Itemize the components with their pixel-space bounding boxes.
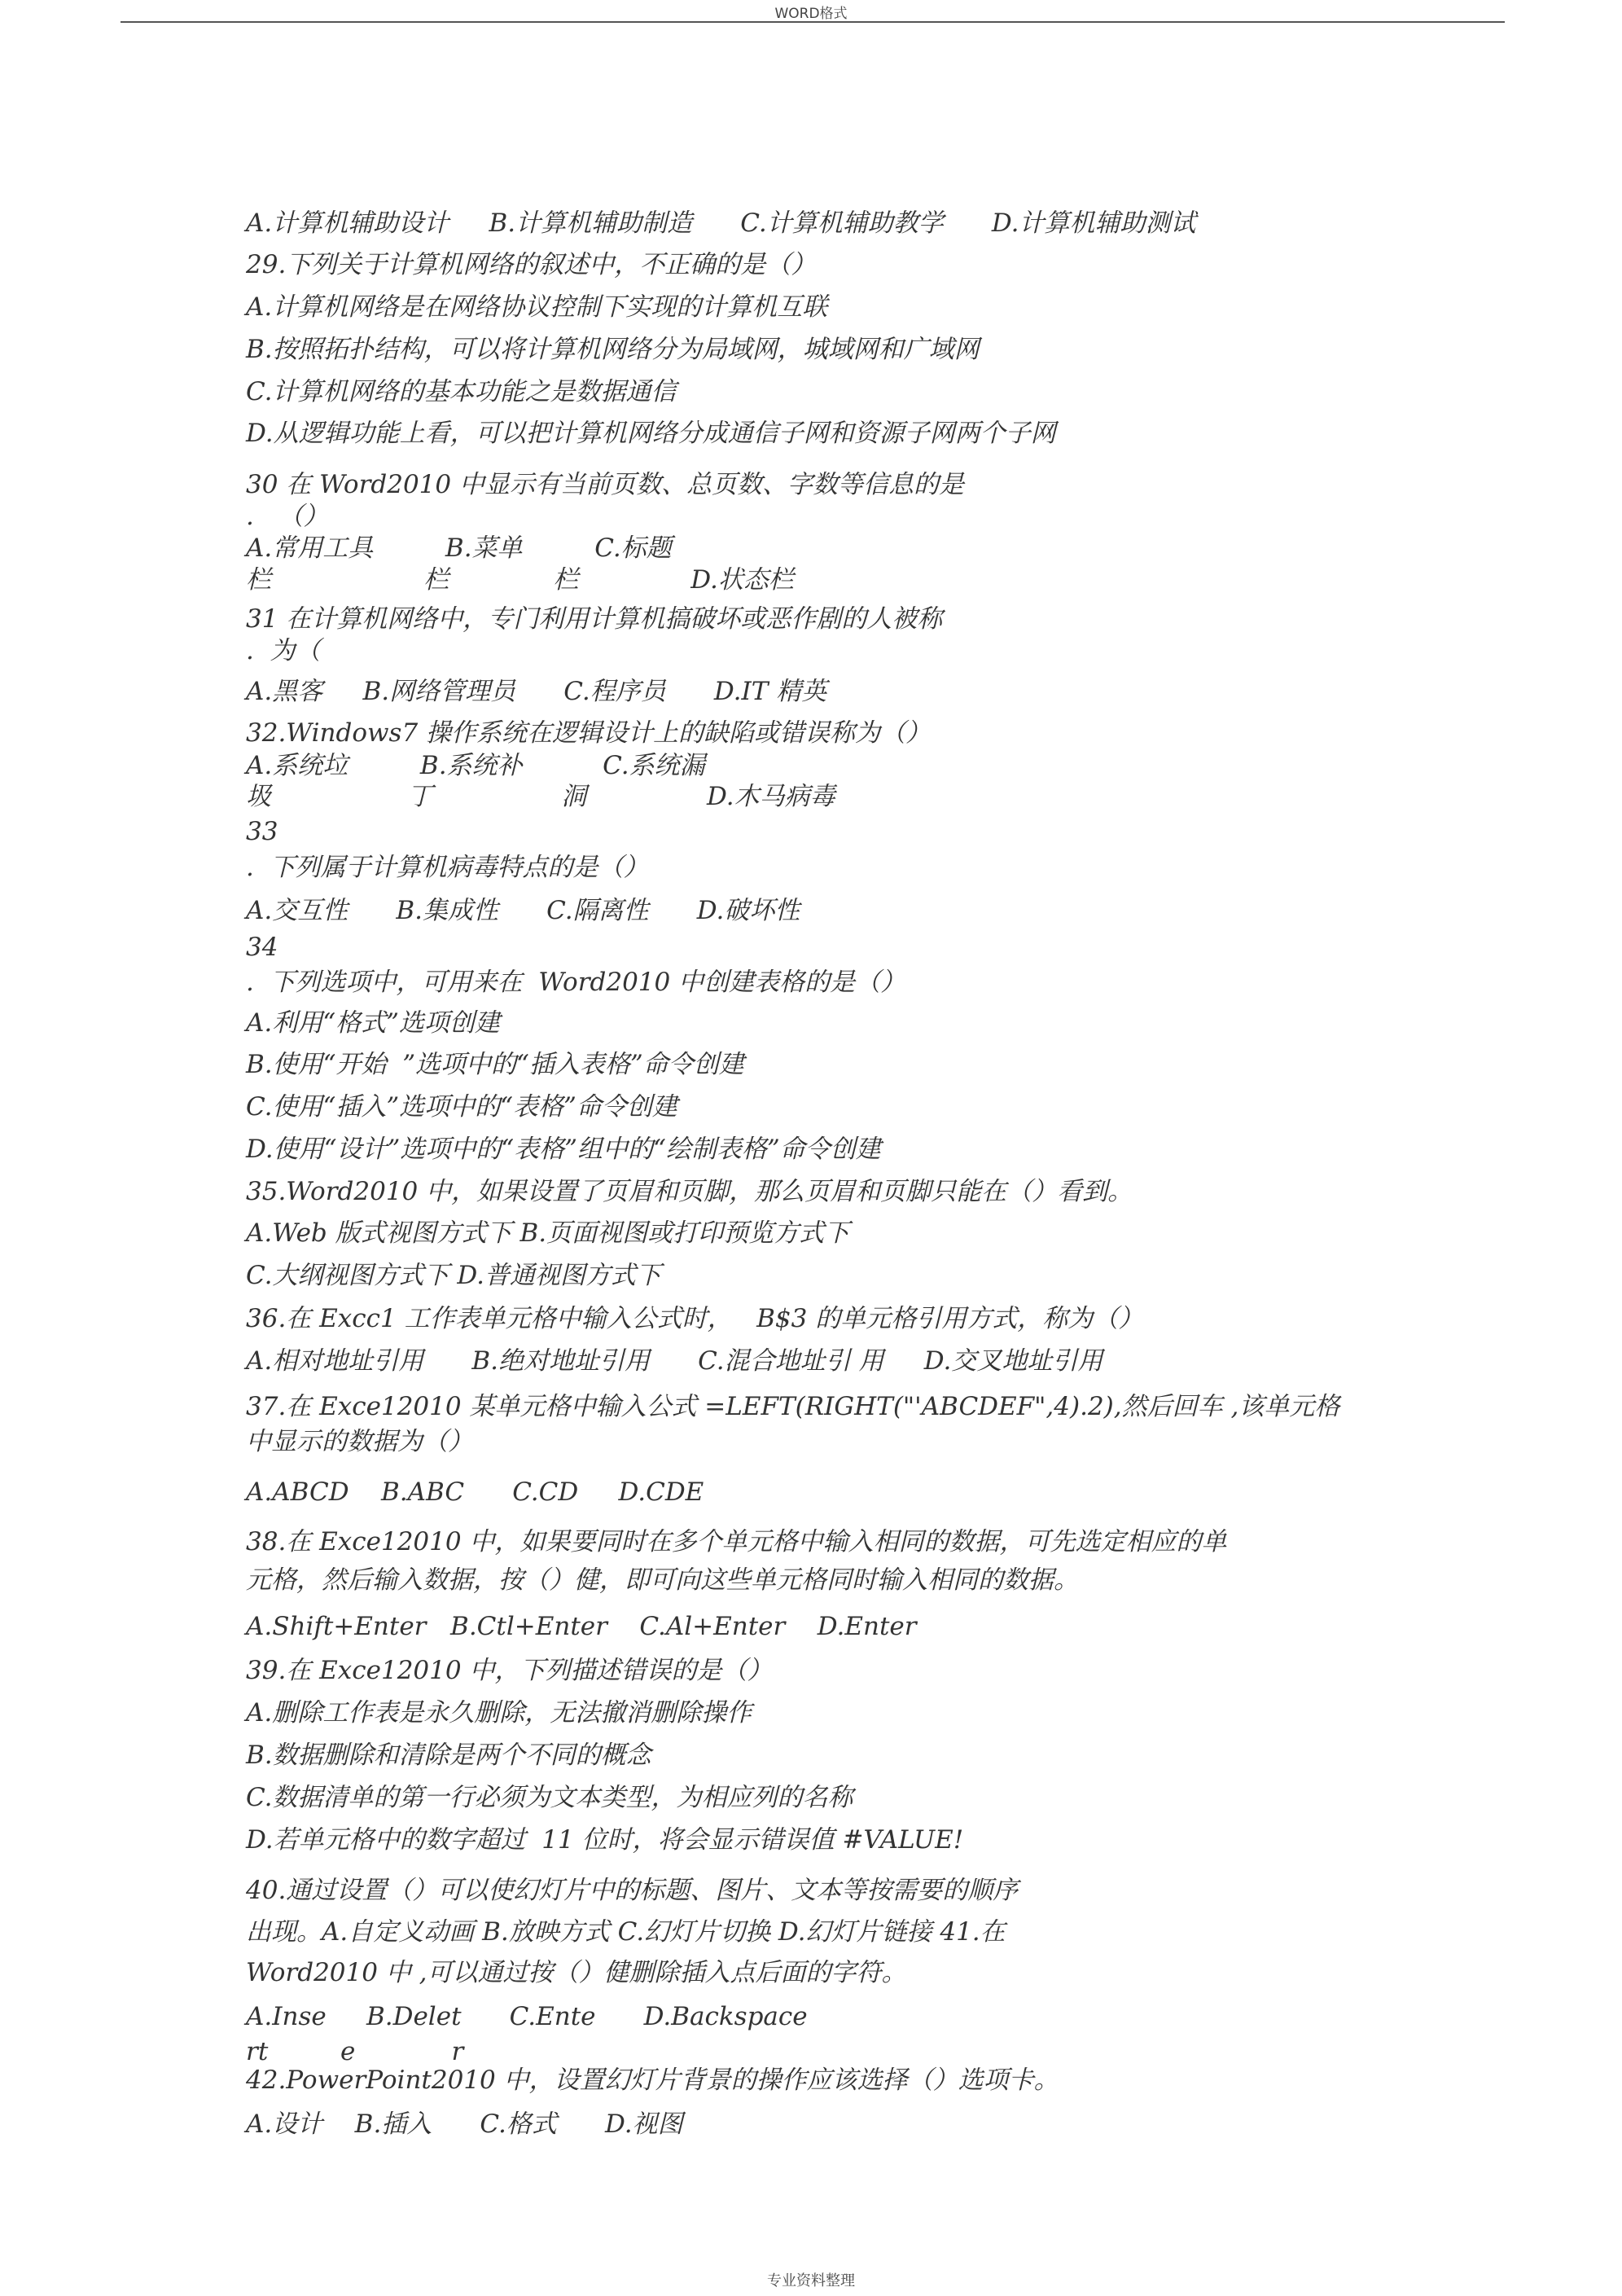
q39-option-c: C.数据清单的第一行必须为文本类型，为相应列的名称 [246, 1783, 853, 1812]
q32-options-row2: 圾 丁 洞 D.木马病毒 [246, 782, 835, 811]
q34-option-b: B.使用“开始 ”选项中的“插入表格”命令创建 [246, 1050, 744, 1079]
q34-option-d: D.使用“设计”选项中的“表格”组中的“绘制表格”命令创建 [246, 1135, 881, 1164]
q39-option-a: A.删除工作表是永久删除，无法撤消删除操作 [246, 1698, 752, 1727]
q35-options-ab: A.Web 版式视图方式下 B.页面视图或打印预览方式下 [246, 1218, 850, 1248]
q29-option-a: A.计算机网络是在网络协议控制下实现的计算机互联 [246, 292, 828, 322]
q42-options: A.设计 B.插入 C.格式 D.视图 [246, 2109, 683, 2139]
page-footer: 专业资料整理 [767, 2272, 855, 2289]
q29-option-c: C.计算机网络的基本功能之是数据通信 [246, 377, 677, 406]
q31-question-cont: . 为（ [246, 636, 321, 665]
q38-options: A.Shift+Enter B.Ctl+Enter C.Al+Enter D.Enter [246, 1612, 917, 1641]
q34-number: 34 [246, 933, 278, 962]
q28-options: A.计算机辅助设计 B.计算机辅助制造 C.计算机辅助教学 D.计算机辅助测试 [246, 209, 1196, 238]
page-header-title: WORD格式 [774, 6, 848, 22]
q40-options-q41-start: 出现。A.自定义动画 B.放映方式 C.幻灯片切换 D.幻灯片链接 41.在 [246, 1917, 1006, 1947]
q32-question: 32.Windows7 操作系统在逻辑设计上的缺陷或错误称为（） [246, 718, 932, 748]
q34-question: . 下列选项中，可用来在 Word2010 中创建表格的是（） [246, 968, 906, 997]
q30-question: 30 在 Word2010 中显示有当前页数、总页数、字数等信息的是 [246, 470, 964, 499]
q29-option-d: D.从逻辑功能上看，可以把计算机网络分成通信子网和资源子网两个子网 [246, 419, 1056, 448]
q30-options-row2: 栏 栏 栏 D.状态栏 [246, 565, 794, 595]
q39-option-d: D.若单元格中的数字超过 11 位时，将会显示错误值 #VALUE! [246, 1825, 964, 1855]
q37-options: A.ABCD B.ABC C.CD D.CDE [246, 1477, 704, 1507]
q37-question: 37.在 Exce12010 某单元格中输入公式 =LEFT(RIGHT("'ABCDEF",4).2),然后回车 ,该单元格 [246, 1392, 1340, 1421]
q35-options-cd: C.大纲视图方式下 D.普通视图方式下 [246, 1261, 661, 1290]
q32-options-row1: A.系统垃 B.系统补 C.系统漏 [246, 751, 705, 780]
q38-question-cont: 元格，然后输入数据，按（）健，即可向这些单元格同时输入相同的数据。 [246, 1565, 1079, 1595]
q30-question-cont: . （） [246, 502, 329, 531]
q38-question: 38.在 Exce12010 中，如果要同时在多个单元格中输入相同的数据，可先选定相应的单 [246, 1527, 1227, 1556]
q30-options-row1: A.常用工具 B.菜单 C.标题 [246, 533, 672, 563]
q41-options-row2: rt e r [246, 2037, 464, 2066]
q39-question: 39.在 Exce12010 中，下列描述错误的是（） [246, 1656, 773, 1685]
q29-question: 29.下列关于计算机网络的叙述中，不正确的是（） [246, 250, 817, 279]
q39-option-b: B.数据删除和清除是两个不同的概念 [246, 1741, 651, 1770]
q41-options-row1: A.Inse B.Delet C.Ente D.Backspace [246, 2002, 808, 2031]
q37-question-cont: 中显示的数据为（） [246, 1427, 473, 1456]
header-rule [121, 21, 1505, 23]
q40-question: 40.通过设置（）可以使幻灯片中的标题、图片、文本等按需要的顺序 [246, 1876, 1019, 1905]
q33-question: . 下列属于计算机病毒特点的是（） [246, 853, 649, 882]
q34-option-c: C.使用“插入”选项中的“表格”命令创建 [246, 1092, 677, 1122]
q33-options: A.交互性 B.集成性 C.隔离性 D.破坏性 [246, 896, 800, 925]
q34-option-a: A.利用“格式”选项创建 [246, 1008, 500, 1038]
q29-option-b: B.按照拓扑结构，可以将计算机网络分为局域网，城域网和广域网 [246, 335, 980, 364]
q36-question: 36.在 Excc1 工作表单元格中输入公式时， B$3 的单元格引用方式，称为（） [246, 1304, 1144, 1333]
q31-question: 31 在计算机网络中，专门利用计算机搞破坏或恶作剧的人被称 [246, 604, 943, 634]
q42-question: 42.PowerPoint2010 中，设置幻灯片背景的操作应该选择（）选项卡。 [246, 2066, 1059, 2095]
q35-question: 35.Word2010 中，如果设置了页眉和页脚，那么页眉和页脚只能在（）看到。 [246, 1177, 1133, 1206]
q36-options: A.相对地址引用 B.绝对地址引用 C.混合地址引 用 D.交叉地址引用 [246, 1346, 1103, 1376]
q33-number: 33 [246, 817, 278, 846]
q31-options: A.黑客 B.网络管理员 C.程序员 D.IT 精英 [246, 677, 827, 706]
q41-question: Word2010 中 ,可以通过按（）健删除插入点后面的字符。 [246, 1958, 907, 1987]
